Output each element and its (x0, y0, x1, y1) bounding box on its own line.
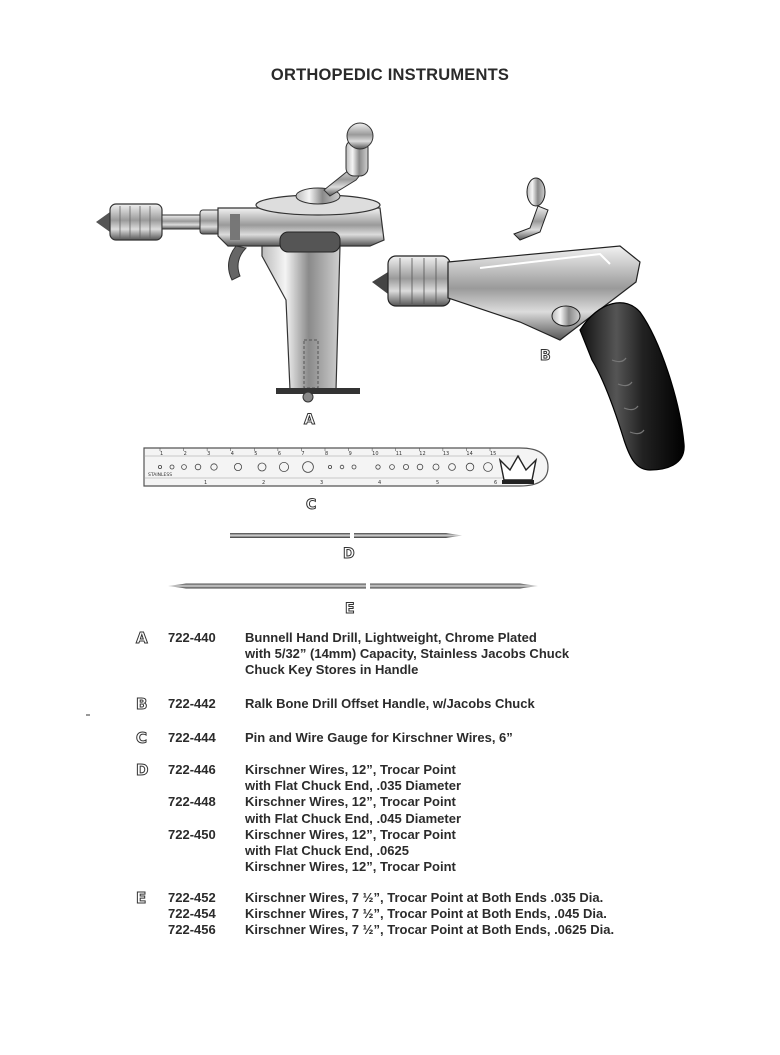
item-description-line: Chuck Key Stores in Handle (245, 662, 419, 678)
gauge-top-number: 7 (301, 451, 305, 457)
gauge-top-number: 6 (277, 451, 282, 457)
wire-gauge-illustration (144, 448, 548, 486)
item-description-line: with Flat Chuck End, .0625 (245, 843, 409, 858)
item-description-line: Kirschner Wires, 7 ½”, Trocar Point at Both Ends .035 Dia. (245, 890, 604, 905)
gauge-bottom-number: 2 (262, 480, 266, 486)
item-description-line: Pin and Wire Gauge for Kirschner Wires, 6” (245, 730, 513, 745)
item-description-line: Kirschner Wires, 7 ½”, Trocar Point at Both Ends, .0625 Dia. (245, 922, 615, 938)
catalog-number: 722-450 (168, 826, 216, 842)
item-description-line: Kirschner Wires, 12”, Trocar Point (245, 826, 456, 842)
catalog-number: 722-454 (168, 906, 216, 922)
gauge-stamp: STAINLESS (148, 473, 173, 478)
hand-drill-illustration (96, 123, 384, 402)
gauge-top-number: 12 (419, 451, 426, 457)
item-description-line: with Flat Chuck End, .045 Diameter (245, 810, 461, 826)
item-description-line: Ralk Bone Drill Offset Handle, w/Jacobs Chuck (245, 696, 535, 711)
gauge-bottom-number: 3 (320, 480, 324, 486)
figure-label-d: D (343, 546, 355, 562)
item-description-line: with 5/32” (14mm) Capacity, Stainless Jacobs Chuck (245, 646, 570, 662)
item-description-line: Kirschner Wires, 7 ½”, Trocar Point at Both Ends, .045 Dia. (245, 906, 607, 922)
item-description-line: with Flat Chuck End, .035 Diameter (245, 778, 461, 794)
gauge-top-number: 9 (348, 451, 352, 457)
group-letter-d: D (136, 761, 149, 779)
catalog-number: 722-452 (168, 890, 216, 905)
gauge-top-number: 14 (466, 451, 473, 457)
gauge-top-number: 4 (230, 451, 234, 457)
item-description-line: Kirschner Wires, 12”, Trocar Point (245, 794, 456, 810)
group-letter-a: A (136, 629, 148, 647)
bone-drill-illustration (372, 178, 684, 470)
catalog-number: 722-442 (168, 696, 216, 711)
gauge-top-number: 15 (490, 451, 497, 457)
gauge-top-number: 11 (395, 451, 403, 457)
gauge-top-number: 3 (207, 451, 211, 457)
catalog-number: 722-448 (168, 794, 216, 810)
catalog-number: 722-444 (168, 730, 216, 745)
gauge-bottom-number: 1 (204, 480, 208, 486)
gauge-top-number: 1 (160, 451, 164, 457)
catalog-number: 722-446 (168, 762, 216, 777)
catalog-number: 722-440 (168, 630, 216, 645)
figure-label-c: C (306, 497, 317, 513)
figure-label-e: E (345, 601, 355, 617)
item-description-line: Kirschner Wires, 12”, Trocar Point (245, 859, 456, 875)
group-letter-e: E (136, 889, 147, 907)
page-title: ORTHOPEDIC INSTRUMENTS (270, 66, 510, 84)
gauge-bottom-number: 4 (378, 480, 382, 486)
item-description-line: Bunnell Hand Drill, Lightweight, Chrome Plated (245, 630, 537, 645)
catalog-number: 722-456 (168, 922, 216, 938)
figure-label-a: A (304, 412, 315, 428)
gauge-top-number: 2 (183, 451, 187, 457)
gauge-bottom-number: 5 (436, 480, 440, 486)
gauge-top-number: 8 (325, 451, 329, 457)
group-letter-c: C (136, 729, 148, 747)
kirschner-wire-7-illustration (168, 584, 538, 589)
group-letter-b: B (136, 695, 148, 713)
item-description-line: Kirschner Wires, 12”, Trocar Point (245, 762, 456, 777)
gauge-top-number: 13 (442, 451, 450, 457)
gauge-top-number: 10 (372, 451, 379, 457)
scan-speck (86, 714, 90, 716)
figure-label-b: B (540, 348, 551, 364)
gauge-top-number: 5 (254, 451, 258, 457)
gauge-bottom-number: 6 (494, 480, 498, 486)
kirschner-wire-12-illustration (230, 533, 462, 538)
